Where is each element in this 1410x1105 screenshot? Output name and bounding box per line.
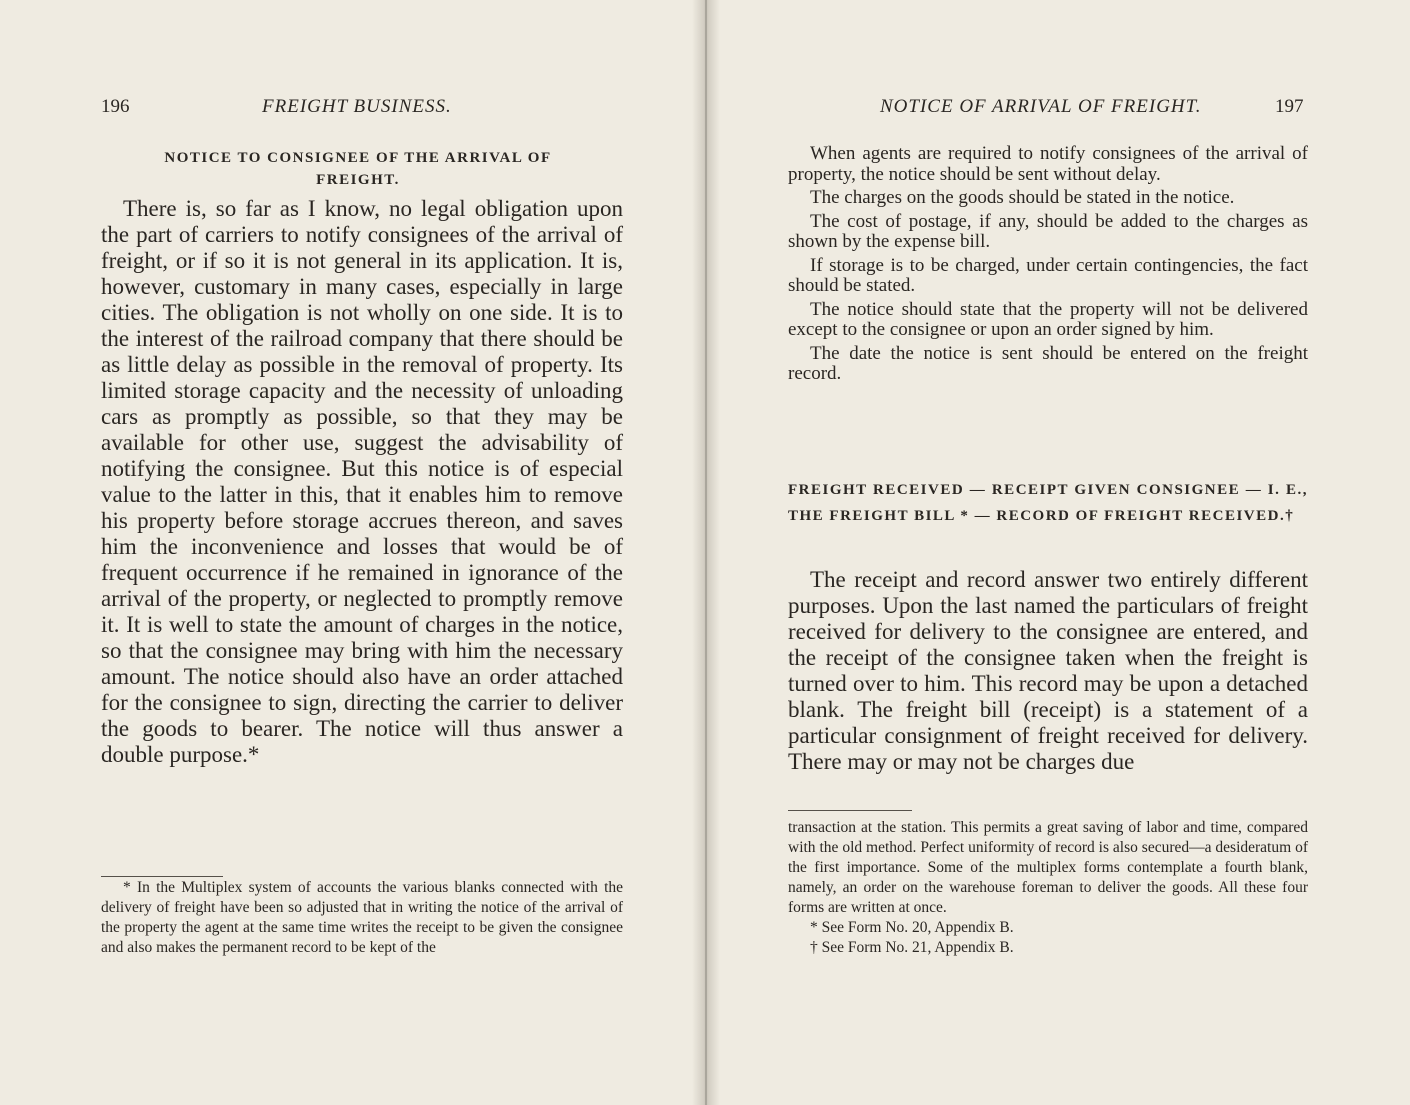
left-section-heading-wrap — [133, 147, 583, 191]
footnote-star: * See Form No. 20, Appendix B. — [810, 919, 1014, 936]
left-paragraph: There is, so far as I know, no legal obligation upon the part of carriers to notify consignees of the arrival of freight, or if so it is not general in its application. It is, however, customary in many cases, especially in large cities. The obligation is not wholly on one side. It is to the interest of the railroad company that there should be as little delay as possible in the removal of property. Its limited storage capacity and the necessity of unloading cars as promptly as possible, so that they may be available for other use, suggest the advisability of notifying the consignee. But this notice is of especial value to the latter in this, that it enables him to remove his property before storage accrues thereon, and saves him the inconvenience and losses that would be of frequent occurrence if he remained in ignorance of the arrival of the property, or neglected to promptly remove it. It is well to state the amount of charges in the notice, so that the consignee may bring with him the necessary amount. The notice should also have an order attached for the consignee to sign, directing the carrier to deliver the goods to bearer. The notice will thus answer a double purpose.* — [101, 196, 623, 767]
left-body-wrap — [101, 196, 623, 768]
right-running-head: NOTICE OF ARRIVAL OF FREIGHT. — [880, 96, 1202, 117]
rule-item: The notice should state that the property will not be delivered except to the consignee or upon an order signed by him. — [788, 298, 1308, 340]
left-footnote-wrap — [101, 878, 623, 958]
left-running-head: FREIGHT BUSINESS. — [262, 96, 452, 117]
right-body-wrap — [788, 567, 1308, 775]
footnote-separator-left — [101, 876, 223, 877]
book-gutter — [692, 0, 720, 1105]
right-footnotes — [788, 818, 1308, 958]
rule-item: If storage is to be charged, under certain contingencies, the fact should be stated. — [788, 254, 1308, 296]
footnote-separator-right — [788, 810, 912, 811]
rule-item: The cost of postage, if any, should be added to the charges as shown by the expense bill. — [788, 210, 1308, 252]
left-page-number: 196 — [101, 96, 130, 117]
footnote-dagger: † See Form No. 21, Appendix B. — [810, 939, 1014, 956]
rule-item: The charges on the goods should be stated in the notice. — [810, 187, 1235, 208]
rule-item: The date the notice is sent should be entered on the freight record. — [788, 342, 1308, 384]
right-section-heading-wrap — [788, 477, 1308, 529]
right-paragraph: The receipt and record answer two entirely different purposes. Upon the last named the particulars of freight received for delivery to the consignee are entered, and the receipt of the consignee taken when the freight is turned over to him. This record may be upon a detached blank. The freight bill (receipt) is a statement of a particular consignment of freight received for delivery. There may or may not be charges due — [788, 567, 1308, 774]
rule-item: When agents are required to notify consignees of the arrival of property, the notice should be sent without delay. — [788, 143, 1308, 185]
right-page-number: 197 — [1275, 96, 1304, 117]
right-rules-list — [788, 144, 1308, 385]
right-section-heading: FREIGHT RECEIVED — RECEIPT GIVEN CONSIGNEE — I. E., THE FREIGHT BILL * — RECORD OF FREIGHT RECEIVED.† — [788, 482, 1308, 524]
left-footnote: * In the Multiplex system of accounts the various blanks connected with the delivery of freight have been so adjusted that in writing the notice of the arrival of the property the agent at the same time writes the receipt to be given the consignee and also makes the permanent record to be kept of the — [101, 879, 623, 956]
right-page — [706, 0, 1410, 1105]
right-footnote-continued: transaction at the station. This permits a great saving of labor and time, compared with the old method. Perfect uniformity of record is also secured—a desideratum of the first importance. Some of the multiplex forms contemplate a fourth blank, namely, an order on the warehouse foreman to deliver the goods. All these four forms are written at once. — [788, 819, 1308, 916]
left-section-heading: NOTICE TO CONSIGNEE OF THE ARRIVAL OF FREIGHT. — [164, 150, 552, 188]
